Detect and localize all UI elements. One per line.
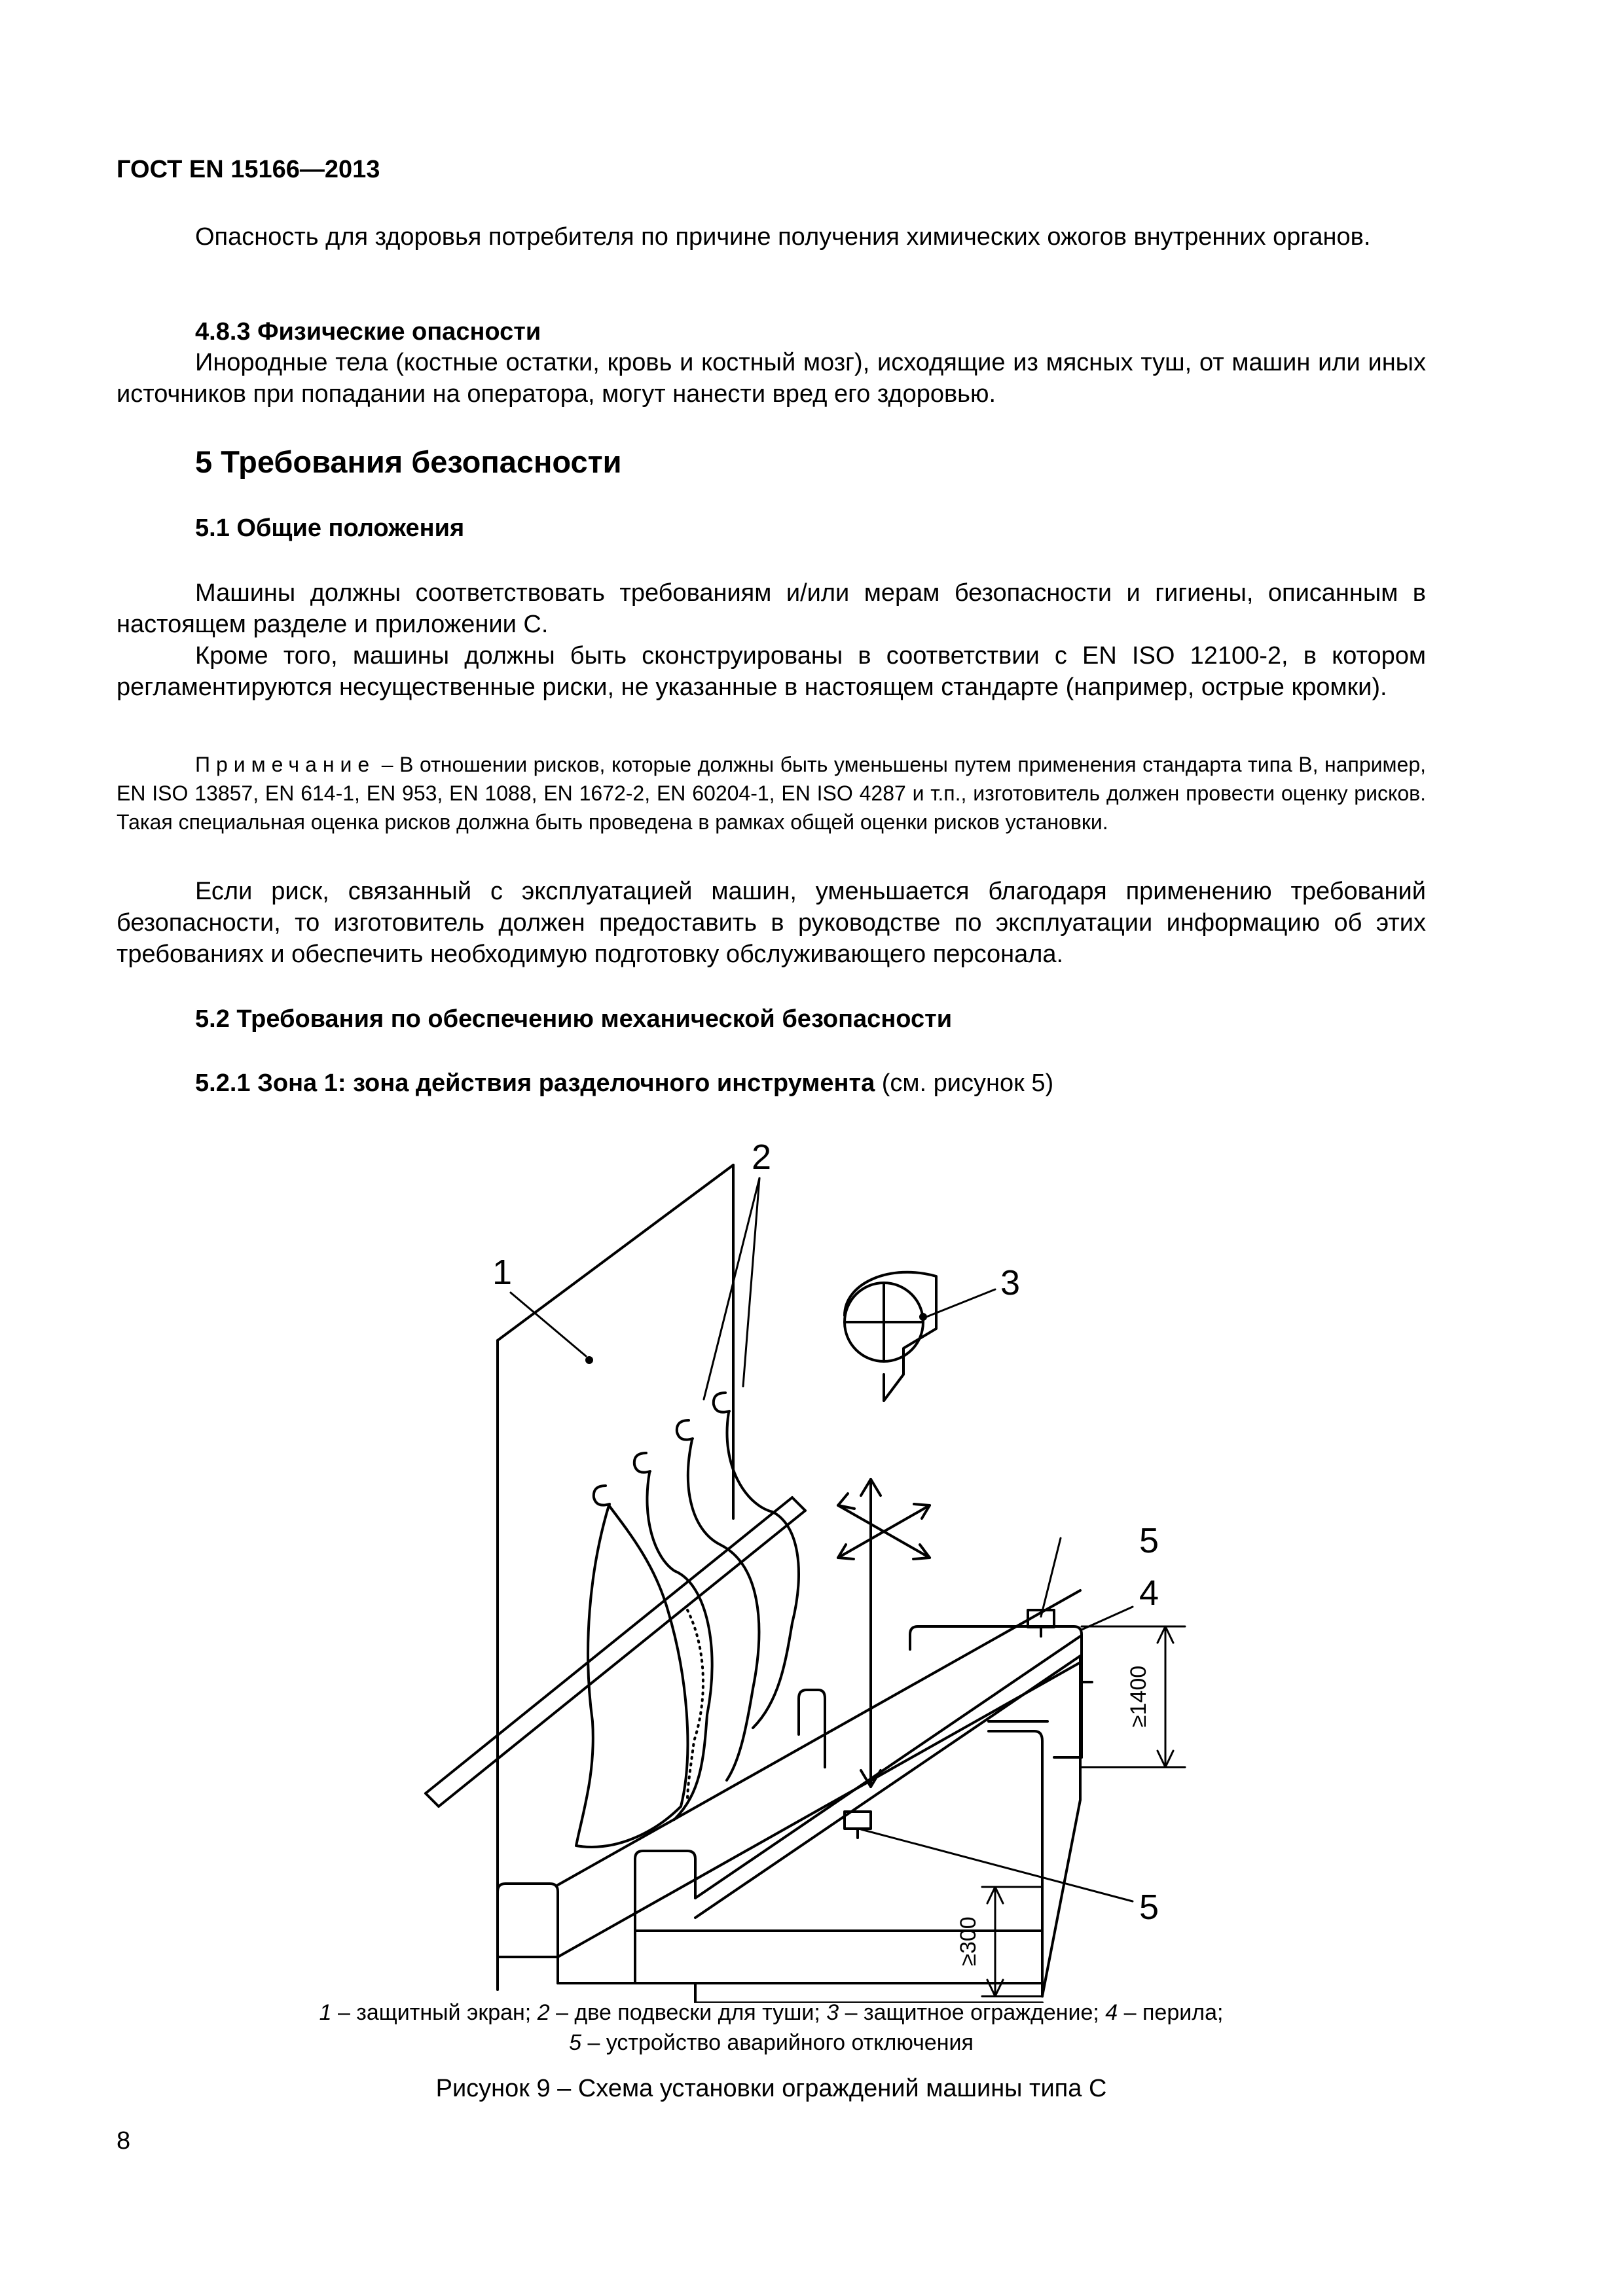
- note-text: – В отношении рисков, которые должны быть уменьшены путем применения стандарта типа В, например, EN ISO 13857, EN 614-1, EN 953, EN 1088, EN 1672-2, EN 60204-1, EN ISO 4287 и т.п., изготовитель должен провести оценку рисков. Такая специальная оценка рисков должна быть проведена в рамках общей оценки рисков установки.: [117, 753, 1426, 834]
- label-5-bottom: 5: [1139, 1888, 1159, 1927]
- note-block: [117, 750, 1426, 836]
- legend-num-5: 5: [569, 2030, 582, 2055]
- section-5-1-paragraph-2: Кроме того, машины должны быть сконструированы в соответствии с EN ISO 12100-2, в котором регламентируются несущественные риски, не указанные в настоящем стандарте (например, острые кромки).: [117, 642, 1426, 701]
- label-3: 3: [1000, 1263, 1021, 1302]
- figure-reference: (см. рисунок 5): [875, 1069, 1054, 1097]
- page-number: 8: [117, 2127, 131, 2155]
- carcass-hooks: [594, 1393, 729, 1505]
- figure-caption: Рисунок 9 – Схема установки ограждений машины типа С: [435, 2075, 1107, 2102]
- label-1: 1: [492, 1253, 513, 1292]
- legend-text-1: – защитный экран;: [331, 2000, 538, 2025]
- figure-legend-line-2: [117, 2028, 1426, 2058]
- legend-text-5: – устройство аварийного отключения: [581, 2030, 974, 2055]
- section-4-8-3-title: 4.8.3 Физические опасности: [195, 318, 541, 346]
- legend-num-1: 1: [319, 2000, 332, 2025]
- section-4-8-3-text: Инородные тела (костные остатки, кровь и костный мозг), исходящие из мясных туш, от машин или иных источников при попадании на оператора, могут нанести вред его здоровью.: [117, 349, 1426, 408]
- legend-num-4: 4: [1105, 2000, 1118, 2025]
- section-5-2-1-title: [195, 1069, 1053, 1098]
- document-header-id: ГОСТ EN 15166—2013: [117, 156, 380, 183]
- note-label: Примечание: [195, 753, 376, 776]
- section-5-1-title: 5.1 Общие положения: [195, 514, 465, 542]
- paragraph-chemical-burns: Опасность для здоровья потребителя по причине получения химических ожогов внутренних органов.: [195, 223, 1371, 251]
- section-5-2-1-heading: 5.2.1 Зона 1: зона действия разделочного инструмента: [195, 1069, 875, 1097]
- figure-guard-installation-diagram: [367, 1113, 1257, 2003]
- legend-num-3: 3: [826, 2000, 839, 2025]
- hanging-carcasses: [576, 1412, 799, 1847]
- legend-num-2: 2: [537, 2000, 550, 2025]
- label-2: 2: [752, 1138, 772, 1177]
- legend-text-4: – перила;: [1118, 2000, 1224, 2025]
- dimension-lower: ≥300: [956, 1916, 981, 1966]
- legend-text-2: – две подвески для туши;: [549, 2000, 827, 2025]
- label-5-top: 5: [1139, 1521, 1159, 1560]
- protective-screen: [498, 1165, 733, 1906]
- dimension-upper: ≥1400: [1126, 1665, 1151, 1728]
- leader-lines: [511, 1178, 1133, 1901]
- carcass-rail: [426, 1498, 805, 1806]
- motion-arrows: [838, 1479, 930, 1787]
- section-5-1-paragraph-1: Машины должны соответствовать требованиям и/или мерам безопасности и гигиены, описанным в настоящем разделе и приложении С.: [117, 579, 1426, 638]
- protective-guard: [845, 1272, 936, 1401]
- legend-text-3: – защитное ограждение;: [839, 2000, 1106, 2025]
- section-5-1-paragraph-3: Если риск, связанный с эксплуатацией машин, уменьшается благодаря применению требований безопасности, то изготовитель должен предоставить в руководстве по эксплуатации информацию об этих требованиях и обеспечить необходимую подготовку обслуживающего персонала.: [117, 878, 1426, 968]
- section-5-title: 5 Требования безопасности: [195, 444, 622, 479]
- label-4: 4: [1139, 1573, 1159, 1613]
- figure-legend-line-1: [117, 1998, 1426, 2028]
- section-5-2-title: 5.2 Требования по обеспечению механической безопасности: [195, 1005, 953, 1033]
